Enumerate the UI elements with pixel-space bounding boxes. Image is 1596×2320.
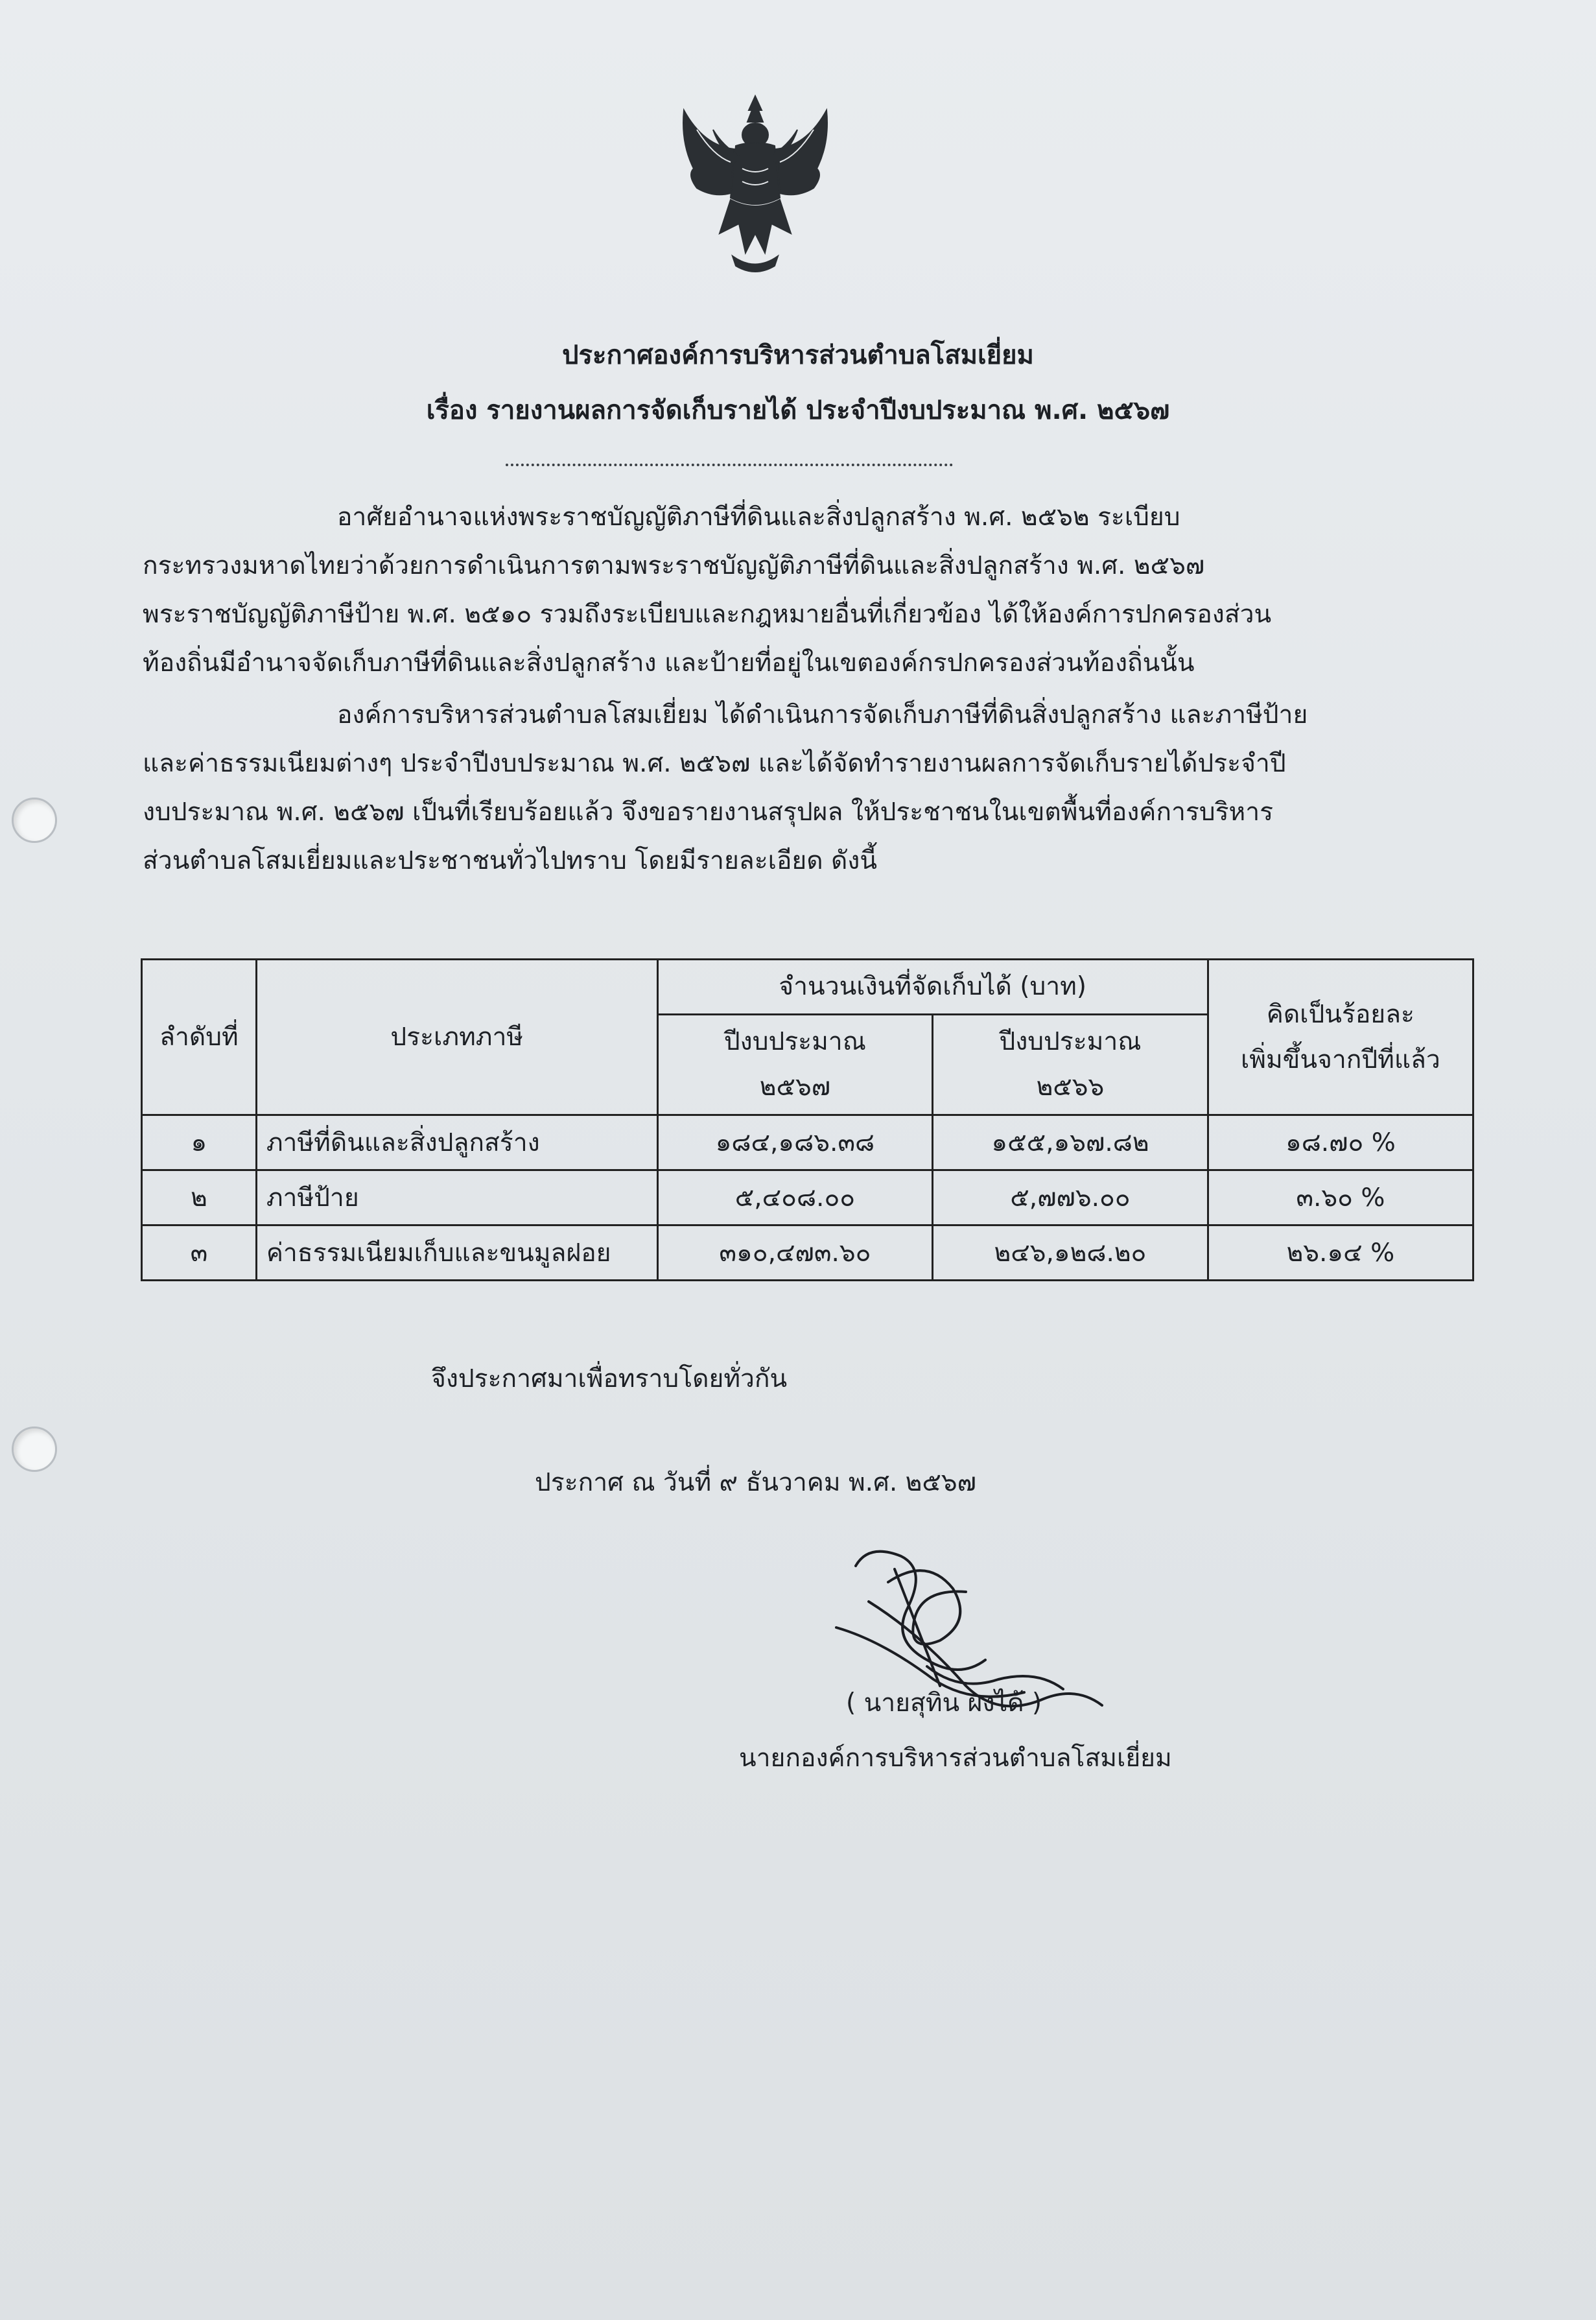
- header-year-value: ๒๕๖๖: [1036, 1072, 1105, 1102]
- header-year-label: ปีงบประมาณ: [999, 1027, 1142, 1056]
- cell-amount-2567: ๕,๔๐๘.๐๐: [657, 1170, 933, 1225]
- header-no: ลำดับที่: [142, 960, 257, 1115]
- table-row: [142, 1170, 1473, 1225]
- paragraph-line: งบประมาณ พ.ศ. ๒๕๖๗ เป็นที่เรียบร้อยแล้ว จึงขอรายงานสรุปผล ให้ประชาชนในเขตพื้นที่องค์การบริหาร: [143, 798, 1274, 827]
- cell-percent: ๒๖.๑๔ %: [1208, 1225, 1473, 1281]
- paragraph-line: องค์การบริหารส่วนตำบลโสมเยี่ยม ได้ดำเนินการจัดเก็บภาษีที่ดินสิ่งปลูกสร้าง และภาษีป้าย: [337, 700, 1308, 729]
- header-percent-line1: คิดเป็นร้อยละ: [1266, 999, 1414, 1029]
- dotted-divider: [506, 464, 953, 466]
- document-subject: เรื่อง รายงานผลการจัดเก็บรายได้ ประจำปีงบประมาณ พ.ศ. ๒๕๖๗: [426, 396, 1170, 425]
- header-year-2567: [657, 1015, 933, 1115]
- header-year-2566: [933, 1015, 1208, 1115]
- table-row: [142, 1225, 1473, 1281]
- revenue-table: [141, 958, 1474, 1281]
- signer-name: ( นายสุทิน ผงได้ ): [846, 1688, 1042, 1718]
- document-title: ประกาศองค์การบริหารส่วนตำบลโสมเยี่ยม: [562, 340, 1034, 370]
- closing-announcement: จึงประกาศมาเพื่อทราบโดยทั่วกัน: [431, 1364, 788, 1393]
- cell-no: ๒: [142, 1170, 257, 1225]
- paragraph-line: กระทรวงมหาดไทยว่าด้วยการดำเนินการตามพระราชบัญญัติภาษีที่ดินและสิ่งปลูกสร้าง พ.ศ. ๒๕๖๗: [143, 551, 1205, 580]
- announcement-date: ประกาศ ณ วันที่ ๙ ธันวาคม พ.ศ. ๒๕๖๗: [535, 1468, 976, 1497]
- header-tax-type: ประเภทภาษี: [256, 960, 657, 1115]
- punch-hole: [12, 798, 57, 843]
- cell-tax-type: ภาษีป้าย: [256, 1170, 657, 1225]
- paragraph-line: ส่วนตำบลโสมเยี่ยมและประชาชนทั่วไปทราบ โดยมีรายละเอียด ดังนี้: [143, 846, 877, 875]
- cell-tax-type: ภาษีที่ดินและสิ่งปลูกสร้าง: [256, 1115, 657, 1170]
- garuda-emblem-icon: [658, 84, 852, 279]
- paragraph-authority: [143, 493, 1365, 687]
- cell-amount-2566: ๕,๗๗๖.๐๐: [933, 1170, 1208, 1225]
- paragraph-report: [143, 691, 1365, 885]
- table-row: [142, 1115, 1473, 1170]
- punch-hole: [12, 1426, 57, 1472]
- header-percent: [1208, 960, 1473, 1115]
- cell-tax-type: ค่าธรรมเนียมเก็บและขนมูลฝอย: [256, 1225, 657, 1281]
- paragraph-line: อาศัยอำนาจแห่งพระราชบัญญัติภาษีที่ดินและสิ่งปลูกสร้าง พ.ศ. ๒๕๖๒ ระเบียบ: [337, 503, 1180, 532]
- cell-amount-2566: ๑๕๕,๑๖๗.๘๒: [933, 1115, 1208, 1170]
- cell-amount-2567: ๑๘๔,๑๘๖.๓๘: [657, 1115, 933, 1170]
- header-amount-group: จำนวนเงินที่จัดเก็บได้ (บาท): [657, 960, 1208, 1015]
- cell-no: ๓: [142, 1225, 257, 1281]
- signer-position: นายกองค์การบริหารส่วนตำบลโสมเยี่ยม: [739, 1744, 1172, 1773]
- header-year-label: ปีงบประมาณ: [723, 1027, 866, 1056]
- paragraph-line: ท้องถิ่นมีอำนาจจัดเก็บภาษีที่ดินและสิ่งปลูกสร้าง และป้ายที่อยู่ในเขตองค์กรปกครองส่วนท้องถิ่นนั้น: [143, 648, 1195, 678]
- paragraph-line: และค่าธรรมเนียมต่างๆ ประจำปีงบประมาณ พ.ศ. ๒๕๖๗ และได้จัดทำรายงานผลการจัดเก็บรายได้ประจำปี: [143, 749, 1286, 778]
- cell-percent: ๓.๖๐ %: [1208, 1170, 1473, 1225]
- paragraph-line: พระราชบัญญัติภาษีป้าย พ.ศ. ๒๕๑๐ รวมถึงระเบียบและกฎหมายอื่นที่เกี่ยวข้อง ได้ให้องค์การปกครองส่วน: [143, 600, 1272, 629]
- header-percent-line2: เพิ่มขึ้นจากปีที่แล้ว: [1240, 1045, 1440, 1074]
- header-year-value: ๒๕๖๗: [759, 1072, 831, 1102]
- cell-amount-2567: ๓๑๐,๔๗๓.๖๐: [657, 1225, 933, 1281]
- cell-amount-2566: ๒๔๖,๑๒๘.๒๐: [933, 1225, 1208, 1281]
- cell-percent: ๑๘.๗๐ %: [1208, 1115, 1473, 1170]
- cell-no: ๑: [142, 1115, 257, 1170]
